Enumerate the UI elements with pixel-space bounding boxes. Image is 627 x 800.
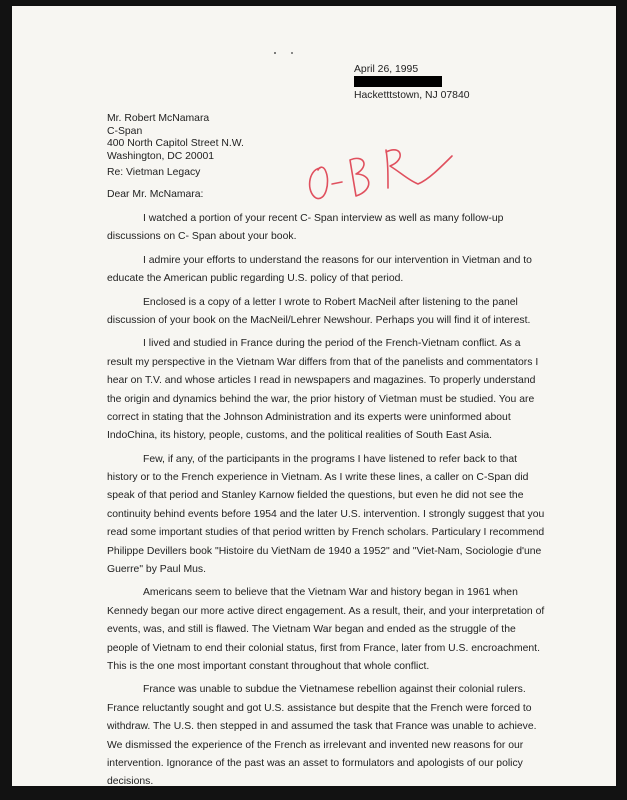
recipient-line: Mr. Robert McNamara: [107, 113, 210, 124]
paragraph-line: I lived and studied in France during the period of the French-Vietnam conflict. As a: [143, 338, 521, 350]
paragraph-line: IndoChina, its history, people, customs, and the political realities of South East Asia.: [107, 430, 493, 442]
letter-body: [107, 210, 545, 786]
recipient-line: Washington, DC 20001: [107, 150, 215, 162]
paragraph-line: result my perspective in the Vietnam War differs from that of the panelists and commentators I: [107, 356, 539, 368]
stamp-letter-r: [386, 150, 452, 188]
paragraph-line: the origin and dynamics behind the war, the prior history of Vietman must be studied. You are: [107, 393, 535, 405]
sender-location: Hacketttstown, NJ 07840: [354, 90, 470, 101]
paragraph-line: continuity behind events before 1954 and the later U.S. intervention. I strongly suggest that you: [107, 508, 545, 520]
paragraph-line: France was unable to subdue the Vietnamese rebellion against their colonial rulers.: [143, 684, 526, 696]
stamp-letter-b: [350, 158, 369, 196]
paragraph-line: decisions.: [107, 776, 154, 786]
paragraph-line: discussion of your book on the MacNeil/Lehrer Newshour. Perhaps you will find it of interest.: [107, 314, 531, 326]
body-paragraph: [107, 294, 537, 331]
body-paragraph: [107, 210, 537, 247]
subject-line: Re: Vietman Legacy: [107, 167, 201, 178]
paragraph-line: withdraw. The U.S. then stepped in and assumed the task that France was unable to achieve.: [107, 721, 537, 733]
body-paragraph: [107, 584, 545, 676]
paragraph-line: history or to the French experience in Vietnam. As I write these lines, a caller on C-Span did: [107, 472, 529, 484]
paragraph-line: correct in stating that the Johnson Administration and its experts were uninformed about: [107, 411, 511, 423]
body-paragraph: [107, 335, 537, 445]
paragraph-line: events, was, and still is flawed. The Vietnam War began and ended as the struggle of the: [107, 624, 516, 636]
paper-speck: [274, 52, 276, 54]
stamp-letter-o: [310, 167, 328, 198]
paragraph-line: Enclosed is a copy of a letter I wrote to Robert MacNeil after listening to the panel: [143, 296, 518, 308]
handwritten-stamp: [300, 120, 460, 206]
paragraph-line: France reluctantly sought and got U.S. assistance but despite that the French were forced to: [107, 702, 532, 714]
paragraph-line: Philippe Devillers book "Histoire du VietNam de 1940 a 1952" and "Viet-Nam, Sociologie d'une: [107, 545, 542, 557]
paragraph-line: Americans seem to believe that the Vietnam War and history began in 1961 when: [143, 587, 518, 599]
paragraph-line: hear on T.V. and whose articles I read in newspapers and magazines. To properly understand: [107, 375, 536, 387]
paragraph-line: people of Vietnam to end their colonial status, first from France, later from U.S. encroachment.: [107, 642, 540, 654]
recipient-line: 400 North Capitol Street N.W.: [107, 138, 244, 150]
body-paragraph: [107, 681, 537, 786]
paragraph-line: Kennedy began our more active direct engagement. As a result, their, and your interpretation of: [107, 605, 545, 617]
paragraph-line: intervention. Ignorance of the past was an asset to formulators and apologists of our policy: [107, 757, 523, 769]
letter-date: April 26, 1995: [354, 64, 419, 75]
paragraph-line: I watched a portion of your recent C- Span interview as well as many follow-up: [143, 213, 504, 224]
stamp-dash: [332, 182, 342, 184]
paper-speck: [291, 52, 293, 54]
paragraph-line: educate the American public regarding U.S. policy of that period.: [107, 273, 404, 285]
recipient-line: C-Span: [107, 125, 143, 137]
body-paragraph: [107, 252, 537, 289]
paragraph-line: Few, if any, of the participants in the programs I have listened to refer back to that: [143, 453, 518, 465]
paragraph-line: read some important studies of that period written by French scholars. Particulary I recommend: [107, 527, 545, 539]
redaction-bar: [354, 76, 442, 87]
paragraph-line: Guerre" by Paul Mus.: [107, 564, 206, 576]
paragraph-line: We dismissed the experience of the French as irrelevant and invented new reasons for our: [107, 739, 524, 751]
paragraph-line: discussions on C- Span about your book.: [107, 231, 297, 243]
letter-page: [12, 6, 616, 786]
paragraph-line: speak of that period and Stanley Karnow fielded the questions, but even he did not see the: [107, 490, 524, 502]
paragraph-line: I admire your efforts to understand the reasons for our intervention in Vietman and to: [143, 254, 532, 266]
paragraph-line: This is the one most important constant throughout that whole conflict.: [107, 660, 430, 672]
salutation: Dear Mr. McNamara:: [107, 189, 204, 200]
recipient-address: [107, 113, 244, 163]
body-paragraph: [107, 451, 545, 580]
